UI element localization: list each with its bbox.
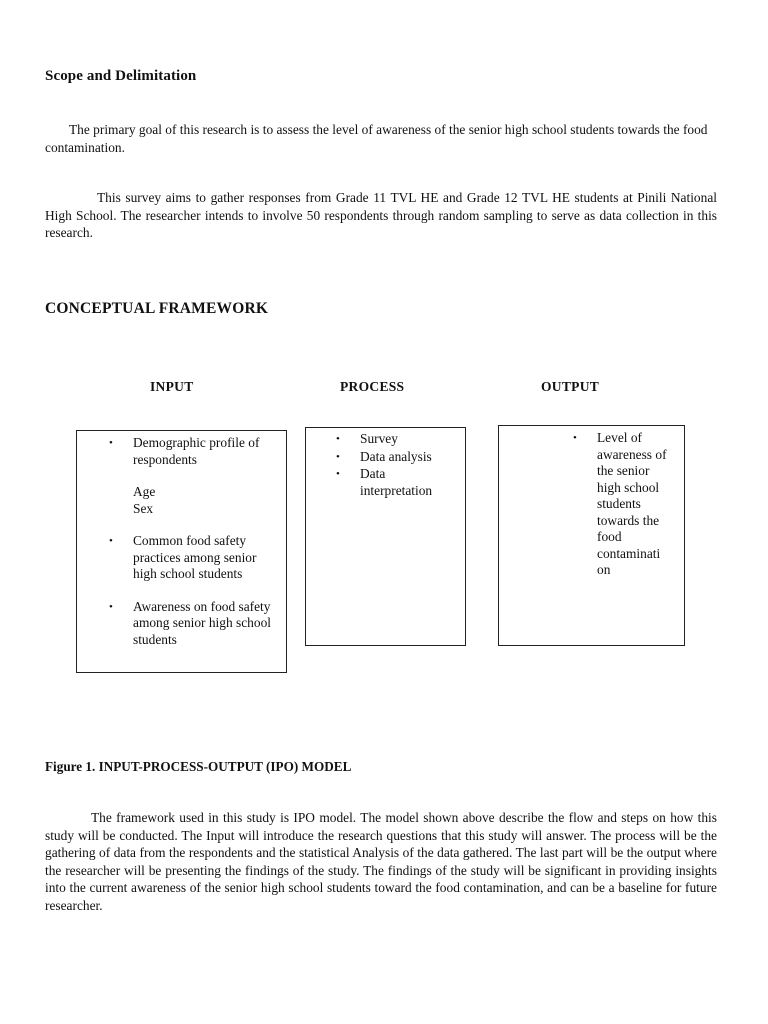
scope-paragraph-2-text: This survey aims to gather responses from Grade 11 TVL HE and Grade 12 TVL HE students at Pinili National High School. The researcher intends to involve 50 respondents through random sampling to serve as data collection in this research.	[45, 190, 717, 240]
list-item	[334, 431, 457, 448]
section-heading-scope: Scope and Delimitation	[45, 68, 197, 84]
scope-paragraph-1	[45, 121, 717, 156]
list-item	[334, 466, 457, 499]
framework-explanation	[45, 809, 717, 914]
bullet-icon: •	[336, 433, 340, 445]
input-sub-sex: Sex	[133, 500, 154, 516]
output-box	[498, 425, 685, 646]
list-item	[107, 533, 278, 583]
scope-paragraph-2	[45, 189, 717, 242]
bullet-icon: •	[109, 600, 113, 613]
bullet-icon: •	[109, 437, 113, 449]
input-column-label: INPUT	[150, 379, 194, 394]
input-item-practices: Common food safety practices among senior high school students	[133, 533, 257, 581]
list-item	[107, 599, 278, 649]
list-item	[334, 449, 457, 466]
input-list	[107, 435, 278, 468]
framework-explanation-text: The framework used in this study is IPO model. The model shown above describe the flow and steps on how this study will be conducted. The Input will introduce the research questions that this study will answer. The process will be the gathering of data from the respondents and the statistical Analysis of the data gathered. The last part will be the output where the researcher will be presenting the findings of the study. The findings of the study will be significant in providing insights into the current awareness of the senior high school students toward the food contamination, and can be a baseline for future researcher.	[45, 810, 717, 913]
input-list-2	[107, 533, 278, 583]
process-item-analysis: Data analysis	[360, 448, 432, 464]
list-item	[571, 430, 671, 579]
process-item-survey: Survey	[360, 431, 398, 446]
bullet-icon: •	[573, 432, 577, 444]
conceptual-framework-heading: CONCEPTUAL FRAMEWORK	[45, 300, 269, 317]
list-item	[107, 435, 278, 468]
figure-caption: Figure 1. INPUT-PROCESS-OUTPUT (IPO) MODEL	[45, 759, 352, 774]
bullet-icon: •	[109, 535, 113, 547]
bullet-icon: •	[336, 450, 340, 463]
output-item-awareness: Level of awareness of the senior high school students towards the food contaminati on	[597, 430, 667, 577]
process-item-interpretation: Data interpretation	[360, 466, 433, 498]
bullet-icon: •	[336, 468, 340, 480]
process-list	[334, 431, 457, 499]
input-item-demographic: Demographic profile of respondents	[133, 435, 260, 467]
input-item-awareness: Awareness on food safety among senior high school students	[133, 598, 271, 647]
input-box	[76, 430, 287, 673]
output-list	[571, 430, 674, 579]
input-list-3	[107, 599, 278, 649]
process-column-label: PROCESS	[340, 379, 405, 394]
scope-paragraph-1-text: The primary goal of this research is to assess the level of awareness of the senior high school students towards the food contamination.	[45, 122, 708, 155]
process-box	[305, 427, 466, 646]
input-sub-age: Age	[133, 484, 156, 499]
output-column-label: OUTPUT	[541, 379, 600, 394]
